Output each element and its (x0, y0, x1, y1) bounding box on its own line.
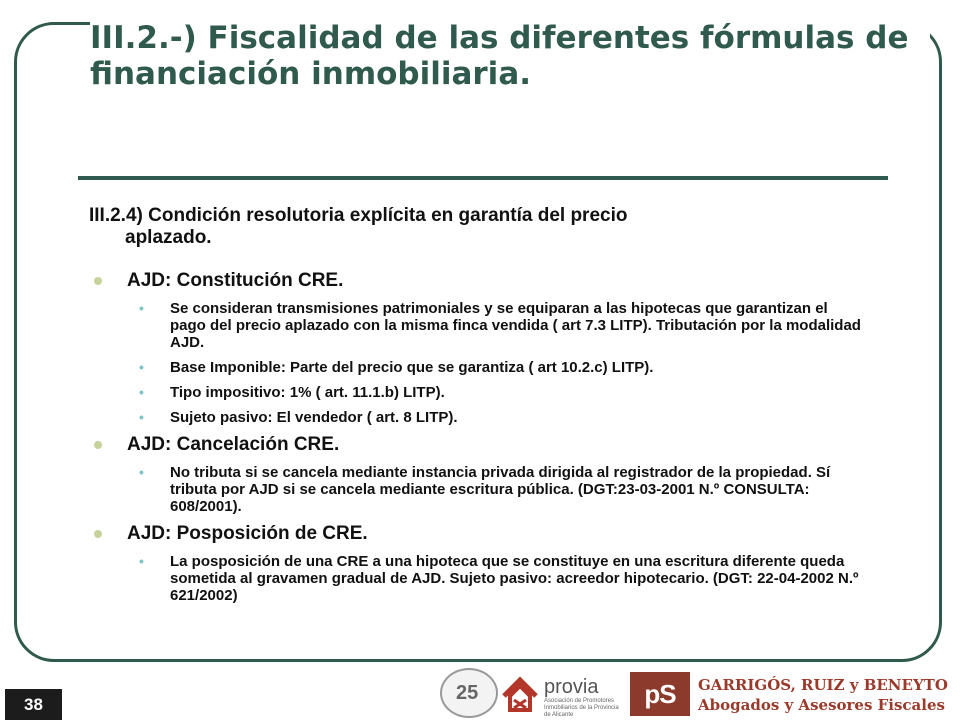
sub-bullet-text: Sujeto pasivo: El vendedor ( art. 8 LITP). (170, 409, 458, 426)
bullet-dot-icon (94, 277, 102, 285)
provia-house-icon (500, 674, 540, 714)
bullet-dot-icon (94, 530, 102, 538)
sub-bullet (92, 464, 862, 515)
title-divider (78, 176, 888, 180)
sub-bullet-text: Se consideran transmisiones patrimoniales y se equiparan a las hipotecas que garantizan el pago del precio aplazado con la misma finca vendida ( art 7.3 LITP). Tributación por la modalidad AJD. (170, 300, 861, 351)
subtitle-line-2: aplazado. (125, 227, 212, 248)
sub-bullet-text: Base Imponible: Parte del precio que se garantiza ( art 10.2.c) LITP). (170, 359, 654, 376)
bullet-heading-text: AJD: Constitución CRE. (127, 270, 344, 291)
sub-bullet-dot-icon: • (139, 300, 144, 316)
bullet-heading-text: AJD: Posposición de CRE. (127, 523, 368, 544)
sub-bullet (92, 553, 862, 604)
sub-bullet (92, 300, 862, 351)
sub-bullet-text: Tipo impositivo: 1% ( art. 11.1.b) LITP). (170, 384, 445, 401)
bullet-dot-icon (94, 441, 102, 449)
anniversary-seal-logo (440, 668, 498, 718)
bullet-heading (92, 523, 862, 545)
sub-bullet (92, 384, 862, 401)
footer-logos (440, 664, 960, 720)
slide-content (92, 270, 862, 612)
provia-logo-subtitle: Asociación de Promotores Inmobiliarios de la Provincia de Alicante (544, 698, 619, 718)
section-subtitle (89, 205, 809, 249)
bullet-heading (92, 270, 862, 292)
firm-monogram-logo: pS (630, 672, 690, 716)
firm-name: GARRIGÓS, RUIZ y BENEYTO (698, 676, 948, 694)
page-number: 38 (5, 689, 62, 720)
subtitle-line-1: III.2.4) Condición resolutoria explícita en garantía del precio (89, 205, 628, 226)
sub-bullet (92, 409, 862, 426)
sub-bullet-dot-icon: • (139, 384, 144, 400)
sub-bullet (92, 359, 862, 376)
firm-tagline: Abogados y Asesores Fiscales (698, 696, 945, 714)
sub-bullet-dot-icon: • (139, 464, 144, 480)
seal-number: 25 (456, 682, 479, 704)
sub-bullet-dot-icon: • (139, 553, 144, 569)
sub-bullet-text: No tributa si se cancela mediante instancia privada dirigida al registrador de la propiedad. Sí tributa por AJD si se cancela mediante escritura pública. (DGT:23-03-2001 N.º CONSULTA: 608/2001). (170, 464, 831, 515)
sub-bullet-dot-icon: • (139, 359, 144, 375)
sub-bullet-dot-icon: • (139, 409, 144, 425)
bullet-heading (92, 434, 862, 456)
slide-title: III.2.-) Fiscalidad de las diferentes fórmulas de financiación inmobiliaria. (90, 20, 930, 92)
bullet-heading-text: AJD: Cancelación CRE. (127, 434, 340, 455)
sub-bullet-text: La posposición de una CRE a una hipoteca que se constituye en una escritura diferente queda sometida al gravamen gradual de AJD. Sujeto pasivo: acreedor hipotecario. (DGT: 22-04-2002 N.º 621/2002) (170, 553, 859, 604)
provia-logo-text: provia (544, 676, 599, 698)
